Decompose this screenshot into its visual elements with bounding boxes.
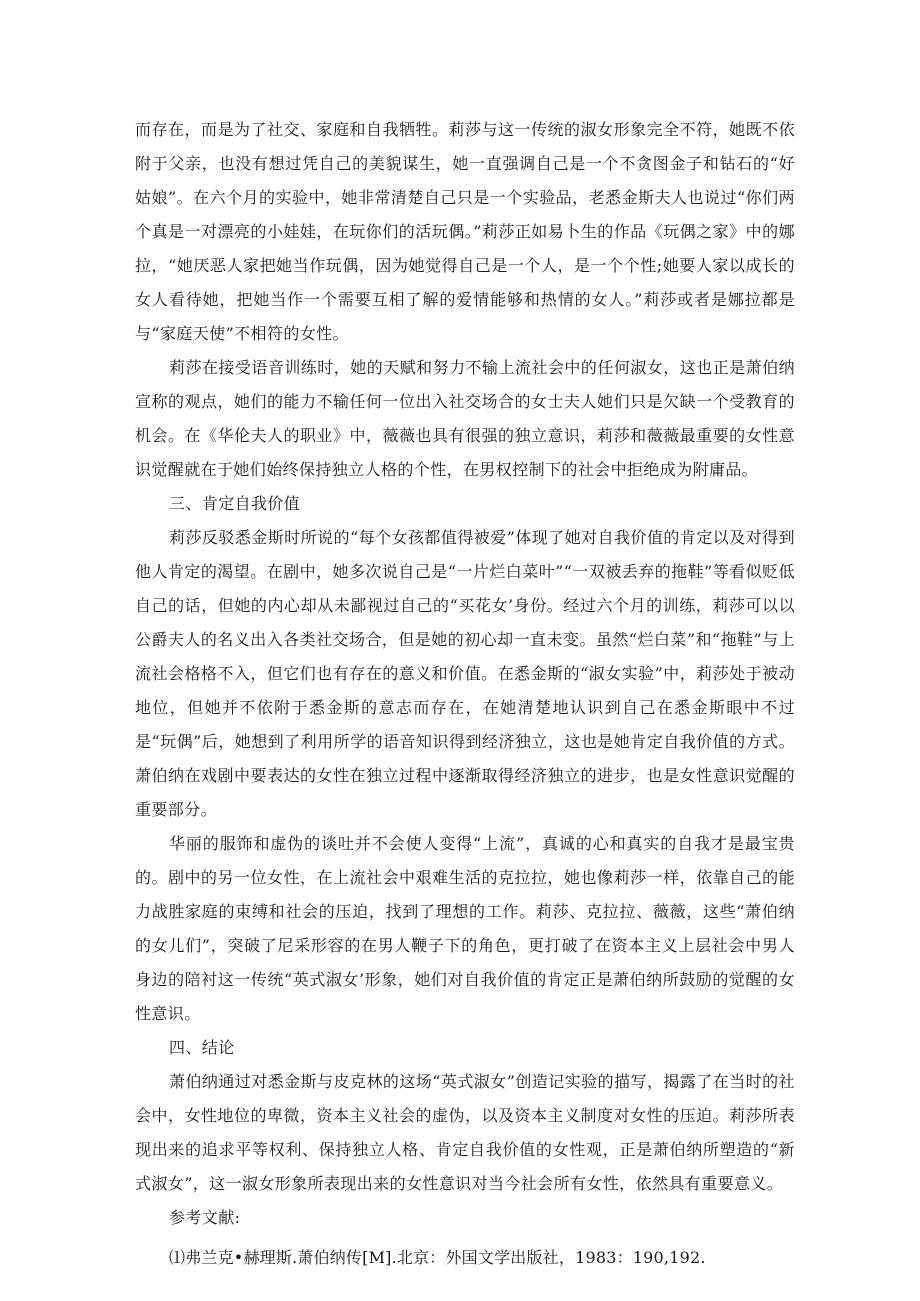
section-heading-4: 四、结论 [169, 1038, 235, 1057]
body-paragraph-2: 莉莎在接受语音训练时，她的天赋和努力不输上流社会中的任何淑女，这也正是萧伯纳宣称的观点，她们的能力不输任何一位出入社交场合的女士夫人她们只是欠缺一个受教育的机会。在《华伦夫人的职业》中，薇薇也具有很强的独立意识，莉莎和薇薇最重要的女性意识觉醒就在于她们始终保持独立人格的个性，在男权控制下的社会中拒绝成为附庸品。 [135, 358, 795, 479]
body-paragraph-3: 莉莎反驳悉金斯时所说的“每个女孩都值得被爱”体现了她对自我价值的肯定以及对得到他人肯定的渴望。在剧中，她多次说自己是“一片烂白菜叶”“一双被丢弃的拖鞋”等看似贬低自己的话，但她的内心却从未鄙视过自己的“买花女’身份。经过六个月的训练，莉莎可以以公爵夫人的名义出入各类社交场合，但是她的初心却一直未变。虽然“烂白菜”和“拖鞋”与上流社会格格不入，但它们也有存在的意义和价值。在悉金斯的“淑女实验”中，莉莎处于被动地位，但她并不依附于悉金斯的意志而存在，在她清楚地认识到自己在悉金斯眼中不过是“玩偶”后，她想到了利用所学的语音知识得到经济独立，这也是她肯定自我价值的方式。萧伯纳在戏剧中要表达的女性在独立过程中逐渐取得经济独立的进步，也是女性意识觉醒的重要部分。 [135, 528, 795, 819]
body-paragraph-4: 华丽的服饰和虚伪的谈吐并不会使人变得“上流”，真诚的心和真实的自我才是最宝贵的。剧中的另一位女性，在上流社会中艰难生活的克拉拉，她也像莉莎一样，依靠自己的能力战胜家庭的束缚和社会的压迫，找到了理想的工作。莉莎、克拉拉、薇薇，这些“萧伯纳的女儿们”，突破了尼采形容的在男人鞭子下的角色，更打破了在资本主义上层社会中男人身边的陪衬这一传统“英式淑女’形象，她们对自我价值的肯定正是萧伯纳所鼓励的觉醒的女性意识。 [135, 834, 795, 1023]
references-label: 参考文献: [169, 1208, 241, 1227]
body-paragraph-5: 萧伯纳通过对悉金斯与皮克林的这场“英式淑女”创造记实验的描写，揭露了在当时的社会中，女性地位的卑微，资本主义社会的虚伪，以及资本主义制度对女性的压迫。莉莎所表现出来的追求平等权利、保持独立人格、肯定自我价值的女性观，正是萧伯纳所塑造的“新式淑女”，这一淑女形象所表现出来的女性意识对当今社会所有女性，依然具有重要意义。 [135, 1072, 795, 1193]
body-paragraph-1: 而存在，而是为了社交、家庭和自我牺牲。莉莎与这一传统的淑女形象完全不符，她既不依附于父亲，也没有想过凭自己的美貌谋生，她一直强调自己是一个不贪图金子和钻石的“好姑娘”。在六个月的实验中，她非常清楚自己只是一个实验品，老悉金斯夫人也说过“你们两个真是一对漂亮的小娃娃，在玩你们的活玩偶。”莉莎正如易卜生的作品《玩偶之家》中的娜拉，“她厌恶人家把她当作玩偶，因为她觉得自己是一个人，是一个个性;她要人家以成长的女人看待她，把她当作一个需要互相了解的爱情能够和热情的女人。”莉莎或者是娜拉都是与“家庭天使”不相符的女性。 [135, 120, 795, 343]
reference-item-1: ⑴弗兰克•赫理斯.萧伯纳传[M].北京：外国文学出版社，1983：190,192. [169, 1248, 706, 1267]
section-heading-3: 三、肯定自我价值 [169, 494, 301, 513]
document-page [135, 113, 795, 1275]
